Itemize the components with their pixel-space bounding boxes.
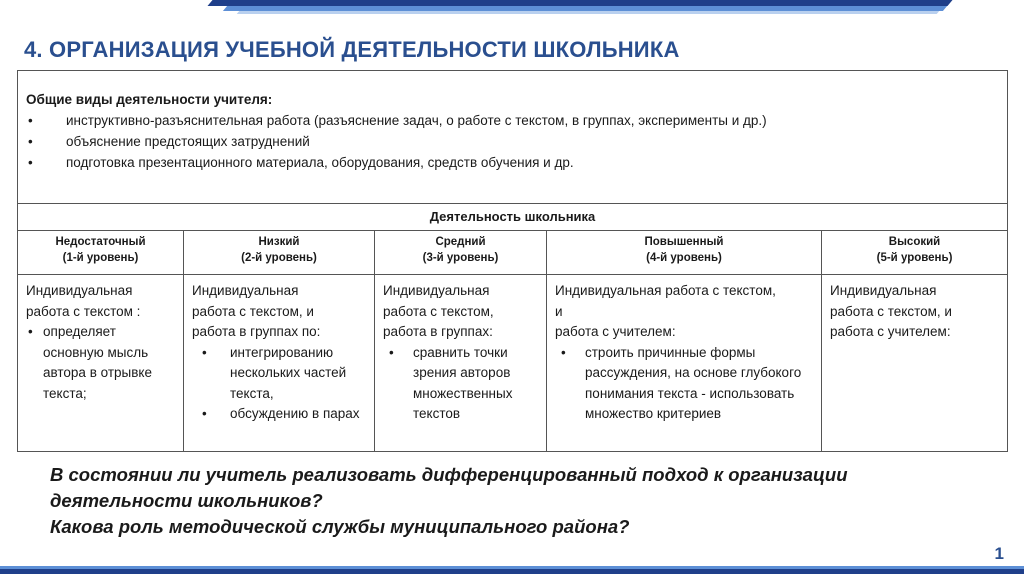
page-number: 1	[994, 544, 1004, 563]
level-description-2: Индивидуальная работа с текстом, и работа в группах по: • интегрированию нескольких частей текста, • обсуждению в парах	[184, 275, 375, 452]
level-header-4: Повышенный (4-й уровень)	[547, 231, 822, 275]
description-bullet: • строить причинные формы рассуждения, на основе глубокого понимания текста - использовать множество критериев	[555, 343, 817, 425]
level-header-5: Высокий (5-й уровень)	[822, 231, 1008, 275]
description-bullet: • сравнить точки зрения авторов множественных текстов	[383, 343, 542, 425]
level-description-5: Индивидуальная работа с текстом, и работа с учителем:	[822, 275, 1008, 452]
teacher-item: • объяснение предстоящих затруднений	[26, 131, 1007, 152]
description-bullet: • интегрированию нескольких частей текста,	[192, 343, 370, 405]
teacher-heading: Общие виды деятельности учителя:	[26, 92, 273, 107]
level-description-4: Индивидуальная работа с текстом, и работа с учителем: • строить причинные формы рассуждения, на основе глубокого понимания текста - использовать множество критериев	[547, 275, 822, 452]
question-line: Какова роль методической службы муниципального района?	[50, 516, 630, 537]
description-bullet: • определяет основную мысль автора в отрывке текста;	[26, 322, 179, 404]
teacher-item: • инструктивно-разъяснительная работа (разъяснение задач, о работе с текстом, в группах, эксперименты и др.)	[26, 110, 1007, 131]
level-description-1: Индивидуальная работа с текстом : • определяет основную мысль автора в отрывке текста;	[18, 275, 184, 452]
question-line: В состоянии ли учитель реализовать дифференцированный подход к организации	[50, 464, 848, 485]
top-decorative-band	[0, 0, 1024, 22]
discussion-questions	[50, 462, 950, 540]
student-activity-heading: Деятельность школьника	[18, 204, 1008, 231]
level-description-3: Индивидуальная работа с текстом, работа в группах: • сравнить точки зрения авторов множественных текстов	[375, 275, 547, 452]
activity-table	[17, 70, 1008, 452]
slide-title: 4. ОРГАНИЗАЦИЯ УЧЕБНОЙ ДЕЯТЕЛЬНОСТИ ШКОЛЬНИКА	[24, 37, 680, 62]
teacher-item: • подготовка презентационного материала, оборудования, средств обучения и др.	[26, 152, 1007, 173]
level-header-2: Низкий (2-й уровень)	[184, 231, 375, 275]
teacher-activities-cell	[18, 71, 1008, 204]
question-line: деятельности школьников?	[50, 490, 323, 511]
level-header-1: Недостаточный (1-й уровень)	[18, 231, 184, 275]
level-header-3: Средний (3-й уровень)	[375, 231, 547, 275]
bottom-decorative-band	[0, 566, 1024, 574]
description-bullet: • обсуждению в парах	[192, 404, 370, 425]
